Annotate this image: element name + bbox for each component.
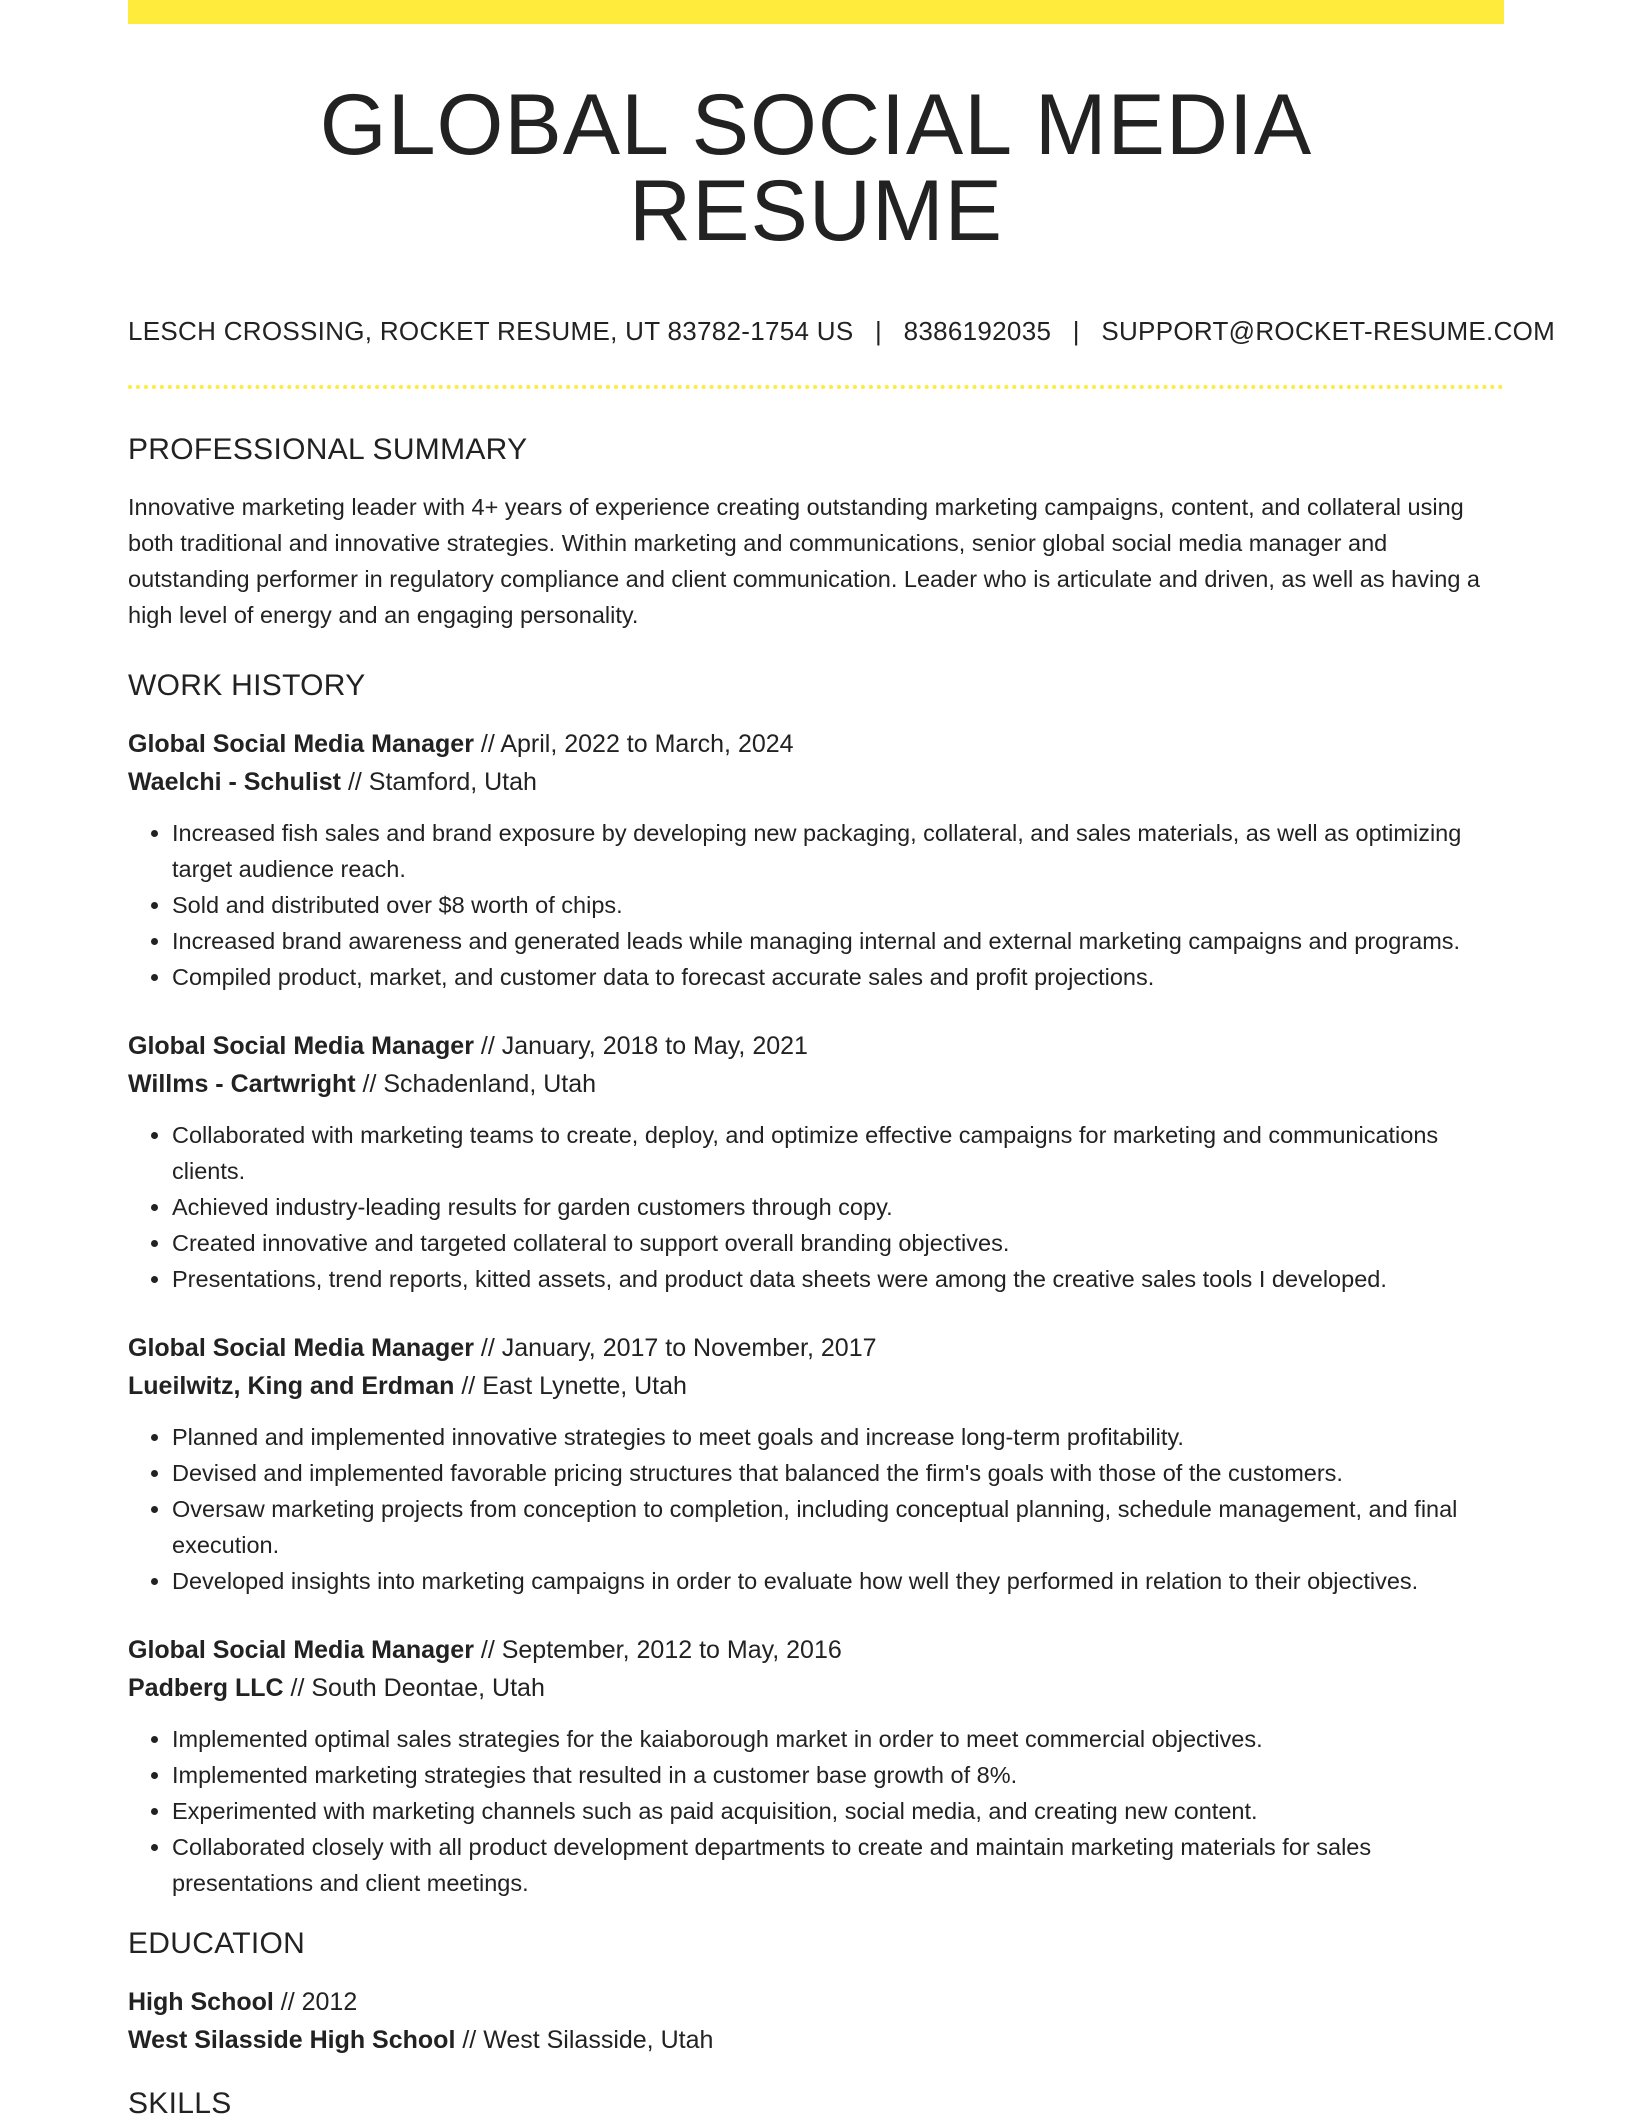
education-degree-line [128,1983,1504,2021]
contact-address: LESCH CROSSING, ROCKET RESUME, UT 83782-1754 US [128,316,854,346]
job-title: Global Social Media Manager [128,1334,474,1362]
job-title: Global Social Media Manager [128,730,474,758]
job-bullet: • Created innovative and targeted collateral to support overall branding objectives. [172,1225,1504,1261]
job-bullet: • Presentations, trend reports, kitted assets, and product data sheets were among the creative sales tools I developed. [172,1261,1504,1297]
contact-email: SUPPORT@ROCKET-RESUME.COM [1101,316,1556,346]
job-bullets [128,1721,1504,1901]
job-bullet: • Collaborated closely with all product development departments to create and maintain marketing materials for sales presentations and client meetings. [172,1829,1504,1901]
job-location: // South Deontae, Utah [283,1674,545,1702]
job-entry [128,1027,1504,1297]
skills-heading: SKILLS [128,2087,232,2120]
education-year: // 2012 [273,1988,358,2016]
education-heading: EDUCATION [128,1927,306,1960]
job-bullet: • Compiled product, market, and customer data to forecast accurate sales and profit projections. [172,959,1504,995]
work-history-heading: WORK HISTORY [128,669,366,702]
job-company: Padberg LLC [128,1674,284,1702]
job-bullet: • Achieved industry-leading results for garden customers through copy. [172,1189,1504,1225]
resume-page [128,0,1556,2121]
job-bullet: • Implemented optimal sales strategies for the kaiaborough market in order to meet commercial objectives. [172,1721,1504,1757]
top-accent-bar [128,0,1504,24]
job-bullet: • Planned and implemented innovative strategies to meet goals and increase long-term profitability. [172,1419,1504,1455]
job-bullet: • Increased brand awareness and generated leads while managing internal and external marketing campaigns and programs. [172,923,1504,959]
job-bullet: • Oversaw marketing projects from conception to completion, including conceptual planning, schedule management, and final execution. [172,1491,1504,1563]
job-dates: // January, 2018 to May, 2021 [473,1032,808,1060]
job-dates: // September, 2012 to May, 2016 [473,1636,842,1664]
job-bullet: • Experimented with marketing channels such as paid acquisition, social media, and creating new content. [172,1793,1504,1829]
job-dates: // April, 2022 to March, 2024 [473,730,794,758]
job-bullet: • Devised and implemented favorable pricing structures that balanced the firm's goals with those of the customers. [172,1455,1504,1491]
contact-phone: 8386192035 [903,316,1052,346]
education-school-line [128,2021,1504,2059]
job-entry [128,1631,1504,1901]
job-bullets [128,815,1504,995]
job-company-line [128,1669,1504,1707]
job-entry [128,1329,1504,1599]
education-degree: High School [128,1988,274,2016]
summary-text: Innovative marketing leader with 4+ years of experience creating outstanding marketing campaigns, content, and collateral using both traditional and innovative strategies. Within marketing and communications, senior global social media manager and outstanding performer in regulatory compliance and client communication. Leader who is articulate and driven, as well as having a high level of energy and an engaging personality. [128,494,1480,628]
job-bullet: • Increased fish sales and brand exposure by developing new packaging, collateral, and sales materials, as well as optimizing target audience reach. [172,815,1504,887]
job-title: Global Social Media Manager [128,1032,474,1060]
job-company: Willms - Cartwright [128,1070,356,1098]
job-title-line [128,1329,1504,1367]
job-bullets [128,1419,1504,1599]
job-bullet: • Developed insights into marketing campaigns in order to evaluate how well they performed in relation to their objectives. [172,1563,1504,1599]
education-location: // West Silasside, Utah [455,2026,714,2054]
job-bullets [128,1117,1504,1297]
education-school: West Silasside High School [128,2026,456,2054]
job-title-line [128,725,1504,763]
contact-line [128,316,1556,347]
contact-separator: | [1072,316,1080,346]
education-entry [128,1983,1504,2059]
resume-title: GLOBAL SOCIAL MEDIA RESUME [319,77,1313,259]
job-entry [128,725,1504,995]
dotted-divider [128,385,1504,389]
contact-separator: | [875,316,883,346]
job-company: Lueilwitz, King and Erdman [128,1372,455,1400]
job-bullet: • Collaborated with marketing teams to create, deploy, and optimize effective campaigns for marketing and communications clients. [172,1117,1504,1189]
job-bullet: • Sold and distributed over $8 worth of chips. [172,887,1504,923]
job-title-line [128,1631,1504,1669]
job-location: // Schadenland, Utah [355,1070,597,1098]
job-company-line [128,1367,1504,1405]
job-company-line [128,763,1504,801]
job-bullet: • Implemented marketing strategies that resulted in a customer base growth of 8%. [172,1757,1504,1793]
job-company: Waelchi - Schulist [128,768,342,796]
job-dates: // January, 2017 to November, 2017 [473,1334,877,1362]
job-title: Global Social Media Manager [128,1636,474,1664]
job-location: // East Lynette, Utah [454,1372,687,1400]
job-company-line [128,1065,1504,1103]
job-title-line [128,1027,1504,1065]
summary-heading: PROFESSIONAL SUMMARY [128,433,528,466]
job-location: // Stamford, Utah [341,768,537,796]
